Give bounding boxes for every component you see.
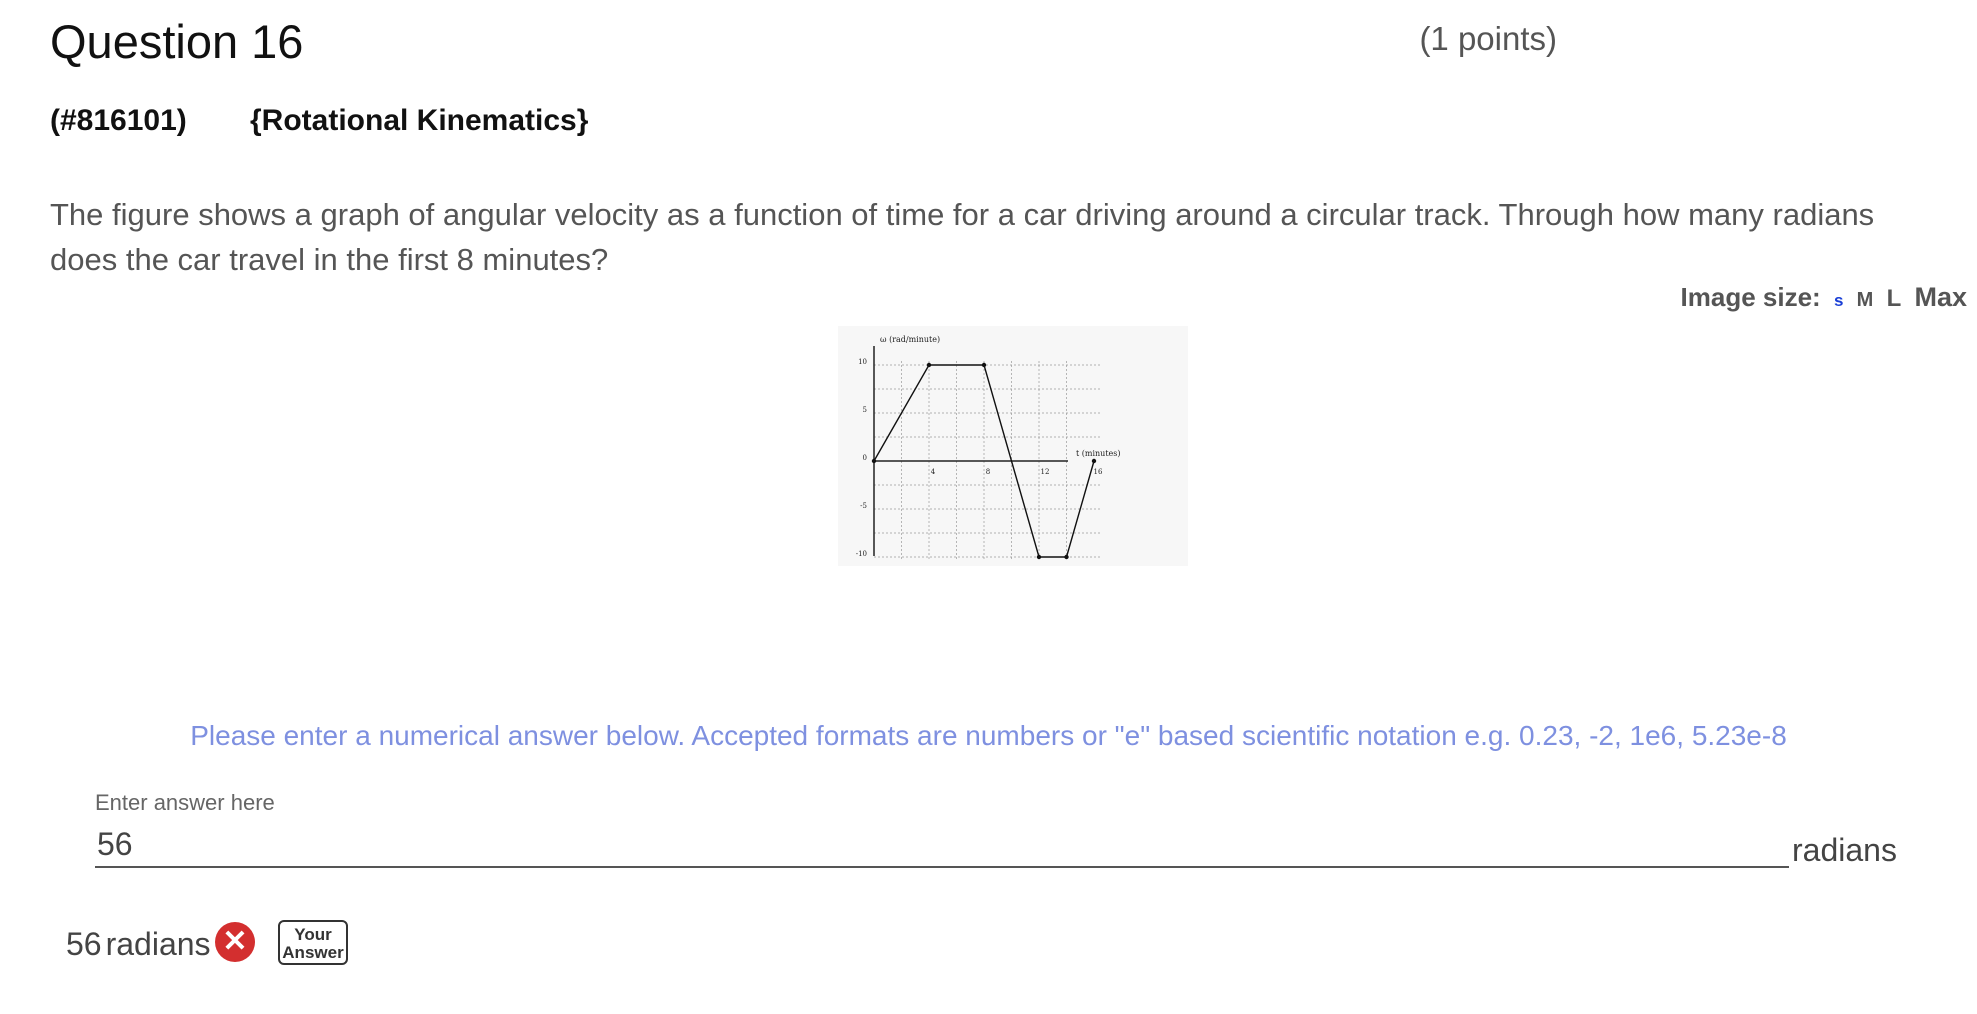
data-point (982, 363, 986, 367)
x-icon: ✕ (215, 922, 255, 962)
x-tick-label: 4 (930, 468, 936, 476)
question-title: Question 16 (50, 15, 304, 68)
submitted-value: 56 (66, 926, 102, 962)
y-tick-label: 0 (862, 454, 867, 462)
x-tick-label: 8 (985, 468, 991, 476)
answer-unit: radians (1792, 832, 1897, 868)
question-id: (#816101) (50, 104, 187, 137)
graph-xlabel: t (minutes) (1076, 449, 1121, 458)
answer-instructions: Please enter a numerical answer below. Accepted formats are numbers or "e" based scientific notation e.g. 0.23, -2, 1e6, 5.23e-8 (190, 720, 1787, 751)
question-topic: {Rotational Kinematics} (250, 104, 589, 137)
angular-velocity-graph (838, 326, 1188, 566)
graph-ylabel: ω (rad/minute) (880, 335, 941, 344)
data-point (1037, 555, 1041, 559)
data-point (1064, 555, 1068, 559)
x-tick-label: 16 (1093, 468, 1103, 476)
data-point (1092, 459, 1096, 463)
y-tick-label: 5 (862, 406, 867, 414)
image-size-option-max[interactable]: Max (1914, 282, 1967, 312)
data-point (927, 363, 931, 367)
answer-input[interactable] (95, 822, 1789, 868)
image-size-option-l[interactable]: L (1886, 285, 1902, 312)
image-size-label: Image size: (1680, 282, 1821, 312)
y-tick-label: -10 (855, 550, 867, 558)
badge-line2: Answer (282, 943, 344, 962)
answer-label: Enter answer here (95, 790, 275, 815)
image-size-option-m[interactable]: M (1856, 289, 1874, 311)
y-tick-label: 10 (858, 358, 867, 366)
submitted-answer (66, 926, 211, 963)
image-size-selector (1681, 282, 1967, 313)
y-tick-label: -5 (860, 502, 867, 510)
data-point (872, 459, 876, 463)
question-text: The figure shows a graph of angular velocity as a function of time for a car driving around a circular track. Through how many radians does the car travel in the first 8 minutes? (50, 197, 1875, 277)
submitted-unit: radians (105, 926, 211, 962)
x-tick-label: 12 (1040, 468, 1050, 476)
badge-line1: Your (294, 925, 332, 944)
your-answer-badge (278, 920, 348, 965)
image-size-option-s[interactable]: s (1833, 291, 1844, 310)
question-points: (1 points) (1419, 20, 1557, 57)
